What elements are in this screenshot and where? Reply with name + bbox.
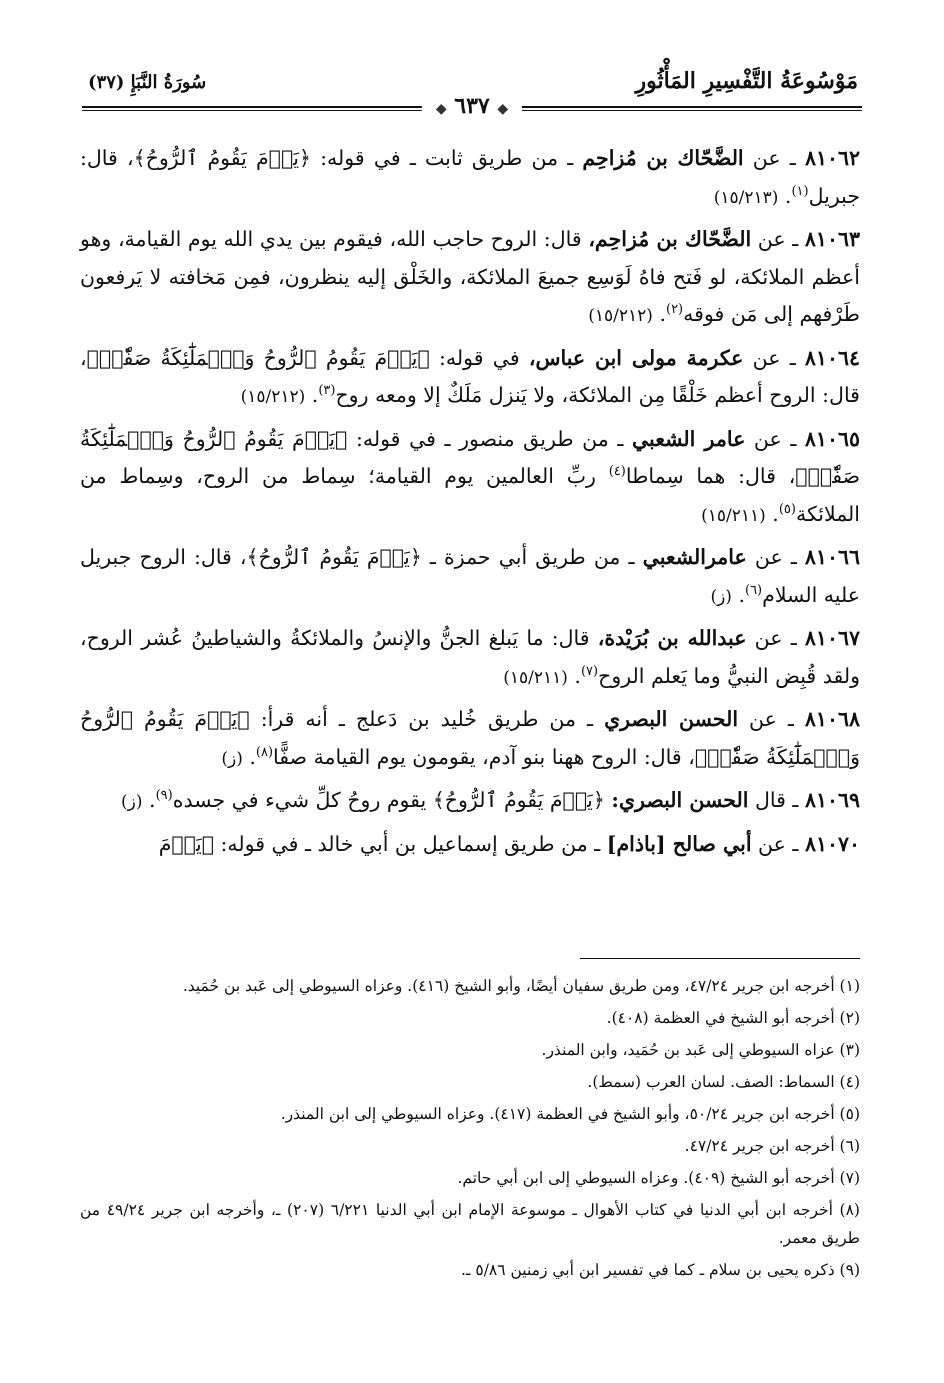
ornament-icon: ◆	[435, 101, 447, 117]
footnote: (١) أخرجه ابن جرير ٤٧/٢٤، ومن طريق سفيان أيضًا، وأبو الشيخ (٤١٦). وعزاه السيوطي إلى عَبد بن حُمَيد.	[182, 977, 860, 995]
footnote-rule	[580, 958, 860, 959]
footnote-marker: (١)	[791, 183, 809, 199]
entry-text-cont: .	[731, 582, 745, 607]
entry-text: ﴿يَوۡمَ يَقُومُ ٱلرُّوحُ﴾ يقوم روحُ كلِّ شيء في جسده	[172, 788, 612, 812]
entry-text: ـ من طريق منصور ـ في قوله: ﴿يَوۡمَ يَقُومُ ٱلرُّوحُ وَٱلۡمَلَٰٓئِكَةُ صَفّٗاۖ﴾، قال: هما سِماطا	[80, 426, 860, 488]
footnote: (٩) ذكره يحيى بن سلام ـ كما في تفسير ابن أبي زمنين ٥/٨٦ ـ.	[460, 1261, 860, 1279]
entry-number: ٨١٠٦٧	[804, 626, 860, 650]
entry-reference: (١٥/٢١٢)	[240, 387, 306, 407]
page-number: ٦٣٧	[454, 93, 490, 119]
entry-authority: الحسن البصري:	[611, 788, 749, 812]
footnote-marker: (٢)	[665, 302, 684, 318]
footnote-marker: (٩)	[155, 788, 173, 804]
entry-authority: عبدالله بن بُرَيْدة،	[597, 626, 747, 650]
page-number-box	[422, 93, 522, 119]
entry-text: قال: ما يَبلغ الجنُّ والإنسُ والملائكةُ والشياطينُ عُشر الروح، ولقد قُبِض النبيُّ وما يَعلم الروح	[80, 626, 860, 688]
entry-authority: عكرمة مولى ابن عباس،	[528, 345, 744, 370]
entry-lead: ـ عن	[746, 545, 805, 569]
athar-entry	[80, 421, 860, 536]
entry-number: ٨١٠٦٣	[804, 227, 860, 251]
entry-reference: (ز)	[221, 748, 243, 769]
entry-lead: ـ عن	[745, 426, 805, 451]
footnote-marker: (٨)	[255, 744, 274, 760]
entry-lead: ـ عن	[743, 345, 805, 370]
entry-text-cont: ربِّ العالمين يوم القيامة؛ سِماط من الروح، وسِماط من الملائكة	[80, 464, 860, 526]
entry-number: ٨١٠٦٩	[804, 788, 860, 812]
entry-text-cont: .	[567, 663, 581, 688]
entry-text: قال: الروح حاجب الله، فيقوم بين يدي الله يوم القيامة، وهو أعظم الملائكة، لو فَتح فاهُ لَوَسِع جميعَ الملائكة، والخَلْق إليه ينظرون، فمِن مَخافته لا يَرفعون طَرْفهم إلى مَن فوقه	[80, 227, 860, 326]
entry-authority: عامرالشعبي	[642, 545, 747, 569]
footnote-marker: (٦)	[744, 582, 763, 598]
entry-number: ٨١٠٧٠	[804, 831, 860, 856]
entry-lead: ـ عن	[738, 707, 805, 731]
entry-text-cont: .	[765, 501, 779, 526]
entry-reference: (١٥/٢١١)	[503, 667, 568, 688]
entry-text: ـ من طريق أبي حمزة ـ ﴿يَوۡمَ يَقُومُ ٱلرُّوحُ﴾، قال: الروح جبريل عليه السلام	[80, 545, 860, 607]
athar-entry	[80, 701, 860, 778]
athar-entry	[80, 340, 860, 417]
footnote-marker: (٣)	[318, 383, 336, 399]
athar-entry	[80, 826, 860, 864]
entry-text-cont: .	[305, 383, 319, 407]
entry-reference: (١٥/٢١١)	[701, 505, 766, 526]
footnote: (٢) أخرجه أبو الشيخ في العظمة (٤٠٨).	[606, 1009, 860, 1027]
footnote: (٣) عزاه السيوطي إلى عَبد بن حُمَيد، وابن المنذر.	[541, 1041, 860, 1059]
main-text	[80, 140, 860, 867]
entry-number: ٨١٠٦٢	[804, 146, 860, 170]
entry-text: ـ من طريق ثابت ـ في قوله: ﴿يَوۡمَ يَقُومُ ٱلرُّوحُ﴾، قال: جبريل	[80, 146, 860, 208]
ornament-icon: ◆	[497, 101, 509, 117]
entry-reference: (ز)	[710, 586, 732, 607]
entry-number: ٨١٠٦٥	[804, 426, 860, 451]
footnote-marker: (٧)	[580, 663, 599, 679]
footnotes	[80, 972, 860, 1288]
entry-text: ـ من طريق إسماعيل بن أبي خالد ـ في قوله: ﴿يَوۡمَ	[158, 831, 607, 856]
entry-lead: ـ عن	[751, 831, 805, 856]
footnote: (٨) أخرجه ابن أبي الدنيا في كتاب الأهوال ـ موسوعة الإمام ابن أبي الدنيا ٦/٢٢١ (٢٠٧) ـ، وأخرجه ابن جرير ٤٩/٢٤ من طريق معمر.	[80, 1201, 860, 1247]
surah-title: سُورَةُ النَّبَإِ (٣٧)	[88, 72, 207, 93]
entry-number: ٨١٠٦٤	[804, 345, 860, 370]
entry-text-cont: .	[652, 302, 666, 326]
entry-authority: الضَّحّاك بن مُزاحِم،	[588, 227, 752, 251]
entry-authority: الحسن البصري	[604, 707, 739, 731]
entry-text-cont: .	[242, 744, 256, 769]
athar-entry	[80, 140, 860, 217]
footnote: (٧) أخرجه أبو الشيخ (٤٠٩). وعزاه السيوطي إلى ابن أبي حاتم.	[457, 1169, 860, 1187]
footnote-marker: (٤)	[608, 464, 626, 480]
book-title: مَوْسُوعَةُ التَّفْسِيرِ المَأْثُورِ	[635, 68, 858, 94]
entry-authority: عامر الشعبي	[631, 426, 746, 451]
athar-entry	[80, 620, 860, 697]
entry-lead: ـ عن	[746, 626, 805, 650]
entry-lead: ـ قال	[748, 788, 805, 812]
entry-reference: (ز)	[121, 792, 143, 812]
footnote-marker: (٥)	[778, 501, 796, 517]
entry-reference: (١٥/٢١٣)	[713, 187, 779, 208]
footnote: (٦) أخرجه ابن جرير ٤٧/٢٤.	[684, 1137, 860, 1155]
entry-text: ـ من طريق خُليد بن دَعلج ـ أنه قرأ: ﴿يَوۡمَ يَقُومُ ٱلرُّوحُ وَٱلۡمَلَٰٓئِكَةُ صَفّٗاۖ﴾، قال: الروح ههنا بنو آدم، يقومون يوم القيامة صفًّا	[80, 707, 860, 769]
athar-entry	[80, 782, 860, 822]
entry-number: ٨١٠٦٨	[804, 707, 860, 731]
footnote: (٤) السماط: الصف. لسان العرب (سمط).	[587, 1073, 860, 1091]
athar-entry	[80, 539, 860, 616]
entry-authority: أبي صالح [باذام]	[606, 831, 752, 856]
footnote: (٥) أخرجه ابن جرير ٥٠/٢٤، وأبو الشيخ في العظمة (٤١٧). وعزاه السيوطي إلى ابن المنذر.	[280, 1105, 860, 1123]
entry-authority: الضَّحّاك بن مُزاحِم	[582, 146, 744, 170]
entry-text: في قوله: ﴿يَوۡمَ يَقُومُ ٱلرُّوحُ وَٱلۡمَلَٰٓئِكَةُ صَفّٗاۖ﴾، قال: الروح أعظم خَلْقًا مِن الملائكة، ولا يَنزل مَلَكٌ إلا ومعه روح	[80, 345, 860, 407]
entry-lead: ـ عن	[751, 227, 805, 251]
entry-number: ٨١٠٦٦	[804, 545, 860, 569]
entry-lead: ـ عن	[743, 146, 805, 170]
entry-text-cont: .	[142, 788, 156, 812]
entry-text-cont: .	[778, 183, 792, 208]
entry-reference: (١٥/٢١٢)	[588, 306, 653, 326]
athar-entry	[80, 221, 860, 336]
